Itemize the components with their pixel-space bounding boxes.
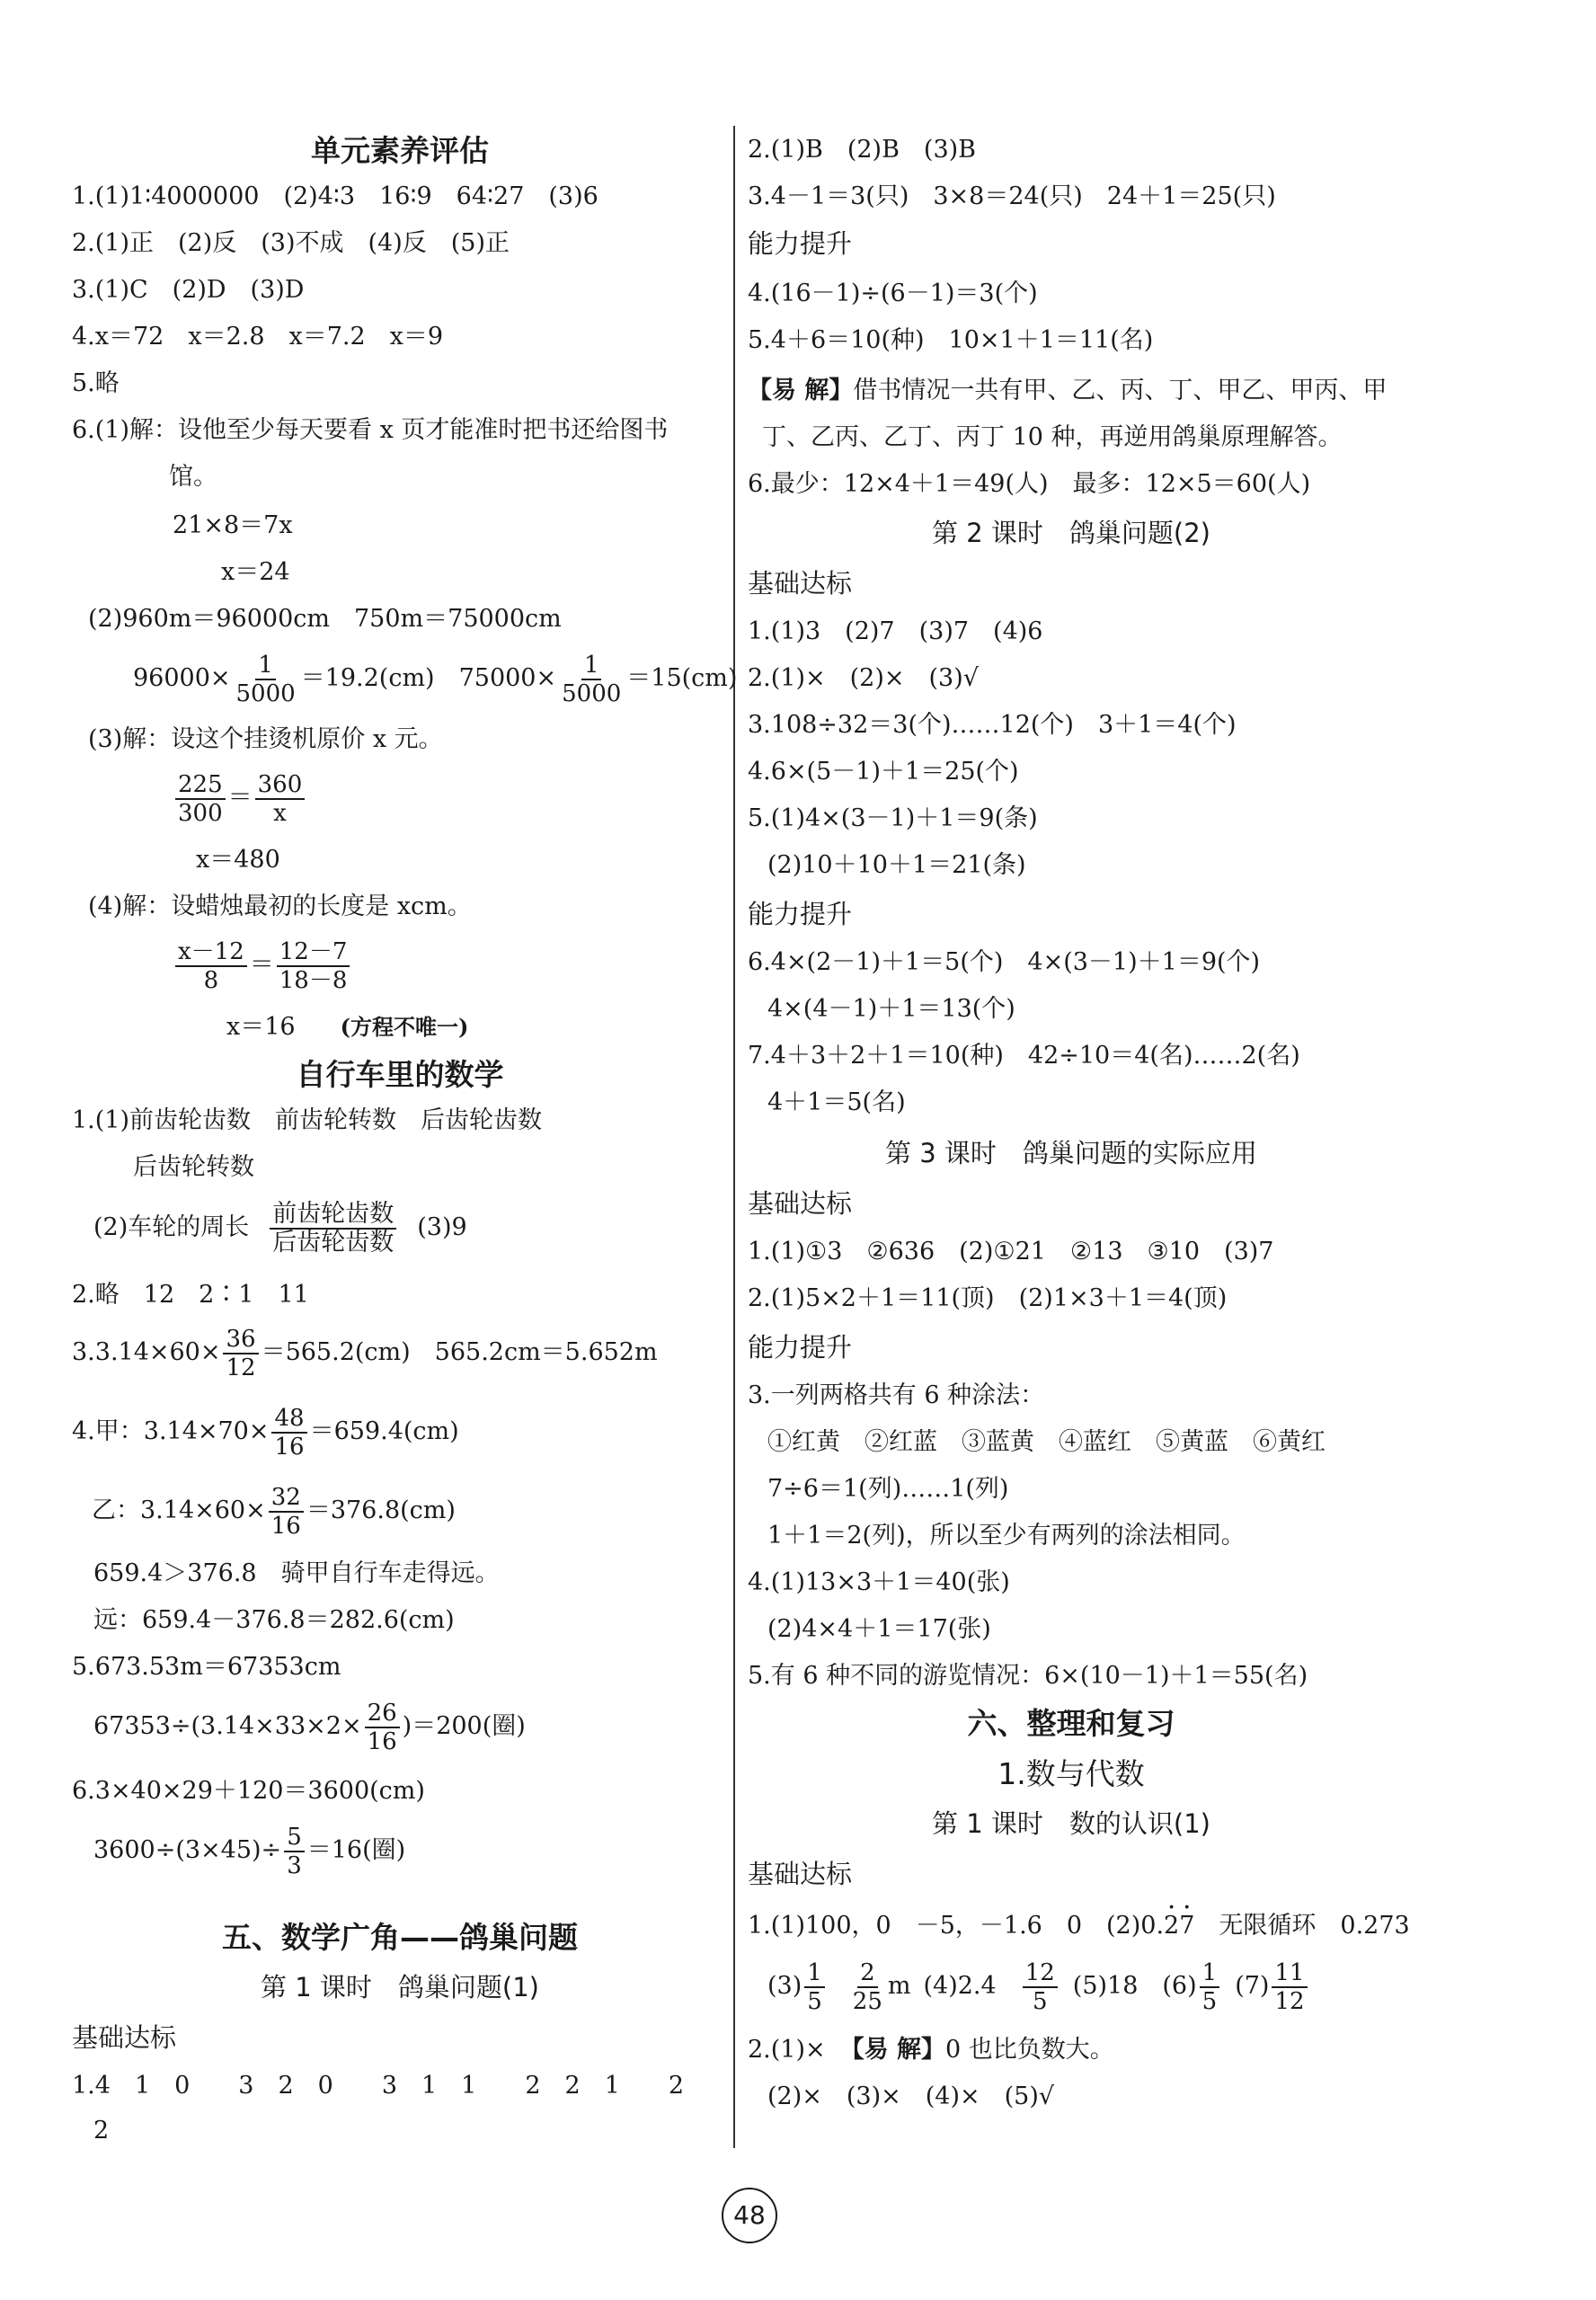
answer-line: 4.6×(5－1)＋1＝25(个) <box>748 758 1019 786</box>
fraction: $\frac{225}{300}$ <box>175 771 226 827</box>
answer-line: 659.4＞376.8 骑甲自行车走得远。 <box>93 1559 500 1587</box>
section-title-pigeonhole: 五、数学广角——鸽巢问题 <box>222 1920 578 1955</box>
subsection-title: 能力提升 <box>748 899 853 929</box>
fraction: $\frac{x-12}{8}$ <box>175 938 247 994</box>
fraction-equation-line: (2)车轮的周长 $\frac{\text{前齿轮齿数}}{\text{后齿轮齿数}}$ (3)9 <box>93 1199 467 1257</box>
subsection-title: 基础达标 <box>748 568 853 599</box>
answer-line: 5.(1)4×(3－1)＋1＝9(条) <box>748 804 1038 832</box>
fraction: $\frac{12}{5}$ <box>1023 1959 1058 2015</box>
fraction-equation-line: 3600÷(3×45)÷ $\frac{5}{3}$ ＝16(圈) <box>93 1823 406 1879</box>
note: (方程不唯一) <box>340 1014 469 1040</box>
answer-line: 1.4 1 0 3 2 0 3 1 1 2 2 1 2 <box>72 2072 685 2100</box>
answer-line: 后齿轮转数 <box>133 1153 254 1181</box>
answer-line: 6.最少：12×4＋1＝49(人) 最多：12×5＝60(人) <box>748 470 1311 498</box>
answer-line: (2)× (3)× (4)× (5)√ <box>767 2082 1055 2110</box>
answer-line: 1.(1)1∶4000000 (2)4∶3 16∶9 64∶27 (3)6 <box>72 182 598 210</box>
fraction: $\frac{1}{5000}$ <box>235 651 296 707</box>
answer-line: (3)解：设这个挂烫机原价 x 元。 <box>88 725 443 753</box>
answer-line: (2)4×4＋1＝17(张) <box>767 1615 991 1643</box>
answer-line: 1＋1＝2(列)，所以至少有两列的涂法相同。 <box>767 1522 1246 1550</box>
answer-line: (2)960m＝96000cm 750m＝75000cm <box>88 605 562 633</box>
lesson-title: 第 1 课时 鸽巢问题(1) <box>261 1972 539 2003</box>
answer-line: 1.(1)100，0 －5，－1.6 0 (2)0.· 2· 7 无限循环 0.273 <box>748 1911 1410 1941</box>
fraction: $\frac{11}{12}$ <box>1272 1959 1307 2015</box>
equation-line: x＝24 <box>221 558 290 586</box>
fraction: $\frac{32}{16}$ <box>269 1484 304 1540</box>
answer-line: 1.(1)①3 ②636 (2)①21 ②13 ③10 (3)7 <box>748 1238 1274 1265</box>
answer-line: 2.略 12 2∶1 11 <box>72 1281 309 1309</box>
answer-line: 3.(1)C (2)D (3)D <box>72 276 305 304</box>
answer-line: 2.(1)× 【易 解】0 也比负数大。 <box>748 2036 1114 2064</box>
fraction-equation-line: 3.3.14×60× $\frac{36}{12}$ ＝565.2(cm) 565.2cm＝5.652m <box>72 1325 658 1381</box>
fraction-equation-line: 67353÷(3.14×33×2× $\frac{26}{16}$ )＝200(圈) <box>93 1699 526 1755</box>
answer-line: 3.108÷32＝3(个)……12(个) 3＋1＝4(个) <box>748 711 1237 739</box>
section-title-bike: 自行车里的数学 <box>296 1057 504 1092</box>
answer-line: 2.(1)× (2)× (3)√ <box>748 664 979 692</box>
lesson-title: 第 3 课时 鸽巢问题的实际应用 <box>885 1138 1257 1168</box>
answer-line: (2)10＋10＋1＝21(条) <box>767 851 1026 879</box>
answer-line: 7.4＋3＋2＋1＝10(种) 42÷10＝4(名)……2(名) <box>748 1042 1300 1070</box>
page-number: 48 <box>722 2188 777 2243</box>
tip-label: 【易 解】 <box>839 2036 946 2064</box>
fraction-equation-line: 乙：3.14×60× $\frac{32}{16}$ ＝376.8(cm) <box>92 1483 456 1540</box>
fraction: $\frac{36}{12}$ <box>223 1326 258 1381</box>
tip-label: 【易 解】 <box>748 377 854 404</box>
answer-line: 2.(1)B (2)B (3)B <box>748 136 977 164</box>
column-divider <box>733 126 735 2148</box>
fraction: $\frac{360}{x}$ <box>255 771 306 827</box>
answer-line: 6.4×(2－1)＋1＝5(个) 4×(3－1)＋1＝9(个) <box>748 948 1261 976</box>
fraction-equation-line: 4.甲：3.14×70× $\frac{48}{16}$ ＝659.4(cm) <box>72 1404 459 1461</box>
fraction-equation-line: $\frac{x-12}{8}$ ＝ $\frac{12-7}{18-8}$ <box>173 933 352 998</box>
equation-line: x＝480 <box>196 846 280 874</box>
answer-line: 4×(4－1)＋1＝13(个) <box>767 995 1015 1023</box>
repeating-digit: · 7 <box>1179 1911 1194 1941</box>
repeating-digit: · 2 <box>1164 1911 1179 1941</box>
answer-line: ①红黄 ②红蓝 ③蓝黄 ④蓝红 ⑤黄蓝 ⑥黄红 <box>767 1428 1326 1456</box>
tip-line: 【易 解】借书情况一共有甲、乙、丙、丁、甲乙、甲丙、甲 <box>748 377 1388 404</box>
subsection-title: 基础达标 <box>748 1859 853 1889</box>
fraction: $\frac{\text{前齿轮齿数}}{\text{后齿轮齿数}}$ <box>270 1201 396 1257</box>
fraction: $\frac{1}{5000}$ <box>562 651 622 707</box>
fraction: $\frac{5}{3}$ <box>284 1824 305 1879</box>
section-title-unit-eval: 单元素养评估 <box>311 133 489 168</box>
equation-line: x＝16 (方程不唯一) <box>226 1013 469 1041</box>
answer-line: 4.x＝72 x＝2.8 x＝7.2 x＝9 <box>72 323 444 351</box>
answer-line: 5.有 6 种不同的游览情况：6×(10－1)＋1＝55(名) <box>748 1662 1308 1690</box>
fraction: $\frac{2}{25}$ <box>852 1958 882 2015</box>
answer-line: 4.(1)13×3＋1＝40(张) <box>748 1568 1010 1596</box>
answer-line: 7÷6＝1(列)……1(列) <box>767 1475 1009 1503</box>
answer-line: 1.(1)前齿轮齿数 前齿轮转数 后齿轮齿数 <box>72 1106 543 1134</box>
subsection-title: 基础达标 <box>748 1188 853 1219</box>
answer-line: (4)解：设蜡烛最初的长度是 xcm。 <box>88 892 472 920</box>
answer-line: 3.4－1＝3(只) 3×8＝24(只) 24＋1＝25(只) <box>748 182 1276 210</box>
fraction-equation-line: 96000× $\frac{1}{5000}$ ＝19.2(cm) 75000× $\frac{1}{5000}$ ＝15(cm) <box>133 651 738 707</box>
answer-line: 4＋1＝5(名) <box>767 1088 906 1116</box>
fraction: $\frac{48}{16}$ <box>271 1405 306 1461</box>
answer-line: 5.673.53m＝67353cm <box>72 1653 341 1681</box>
answer-line: 1.(1)3 (2)7 (3)7 (4)6 <box>748 617 1043 645</box>
answer-line: 馆。 <box>169 463 217 491</box>
fraction: $\frac{26}{16}$ <box>365 1700 400 1755</box>
fraction: $\frac{12-7}{18-8}$ <box>277 938 350 994</box>
fraction: $\frac{1}{5}$ <box>804 1959 825 2015</box>
subsection-title: 能力提升 <box>748 228 853 259</box>
answer-line: 5.4＋6＝10(种) 10×1＋1＝11(名) <box>748 326 1154 354</box>
subsection-title: 能力提升 <box>748 1332 853 1363</box>
answer-line: 2.(1)5×2＋1＝11(顶) (2)1×3＋1＝4(顶) <box>748 1284 1228 1312</box>
tip-line: 丁、乙丙、乙丁、丙丁 10 种，再逆用鸽巢原理解答。 <box>762 423 1343 451</box>
answer-line: 2.(1)正 (2)反 (3)不成 (4)反 (5)正 <box>72 229 510 257</box>
lesson-title: 第 1 课时 数的认识(1) <box>932 1808 1210 1839</box>
answer-line: 6.3×40×29＋120＝3600(cm) <box>72 1777 425 1805</box>
answer-line: 4.(16－1)÷(6－1)＝3(个) <box>748 280 1038 307</box>
answer-line: 3.一列两格共有 6 种涂法： <box>748 1381 1045 1409</box>
equation-line: 21×8＝7x <box>173 511 293 539</box>
fraction-answer-line: (3) $\frac{1}{5}$ $\frac{2}{25}$ m (4)2.4 $\frac{12}{5}$ (5)18 (6) $\frac{1}{5}$ (7) $\frac{11}{12}$ <box>767 1954 1310 2019</box>
answer-line: 2 <box>93 2117 110 2145</box>
answer-line: 远：659.4－376.8＝282.6(cm) <box>93 1606 455 1634</box>
fraction-equation-line: $\frac{225}{300}$ ＝ $\frac{360}{x}$ <box>173 766 307 830</box>
fraction: $\frac{1}{5}$ <box>1200 1959 1220 2015</box>
section-subtitle-number-algebra: 1.数与代数 <box>998 1756 1145 1791</box>
lesson-title: 第 2 课时 鸽巢问题(2) <box>932 518 1210 548</box>
subsection-title: 基础达标 <box>72 2022 177 2053</box>
answer-line: 6.(1)解：设他至少每天要看 x 页才能准时把书还给图书 <box>72 416 669 444</box>
section-title-review: 六、整理和复习 <box>967 1706 1175 1741</box>
answer-line: 5.略 <box>72 369 120 397</box>
